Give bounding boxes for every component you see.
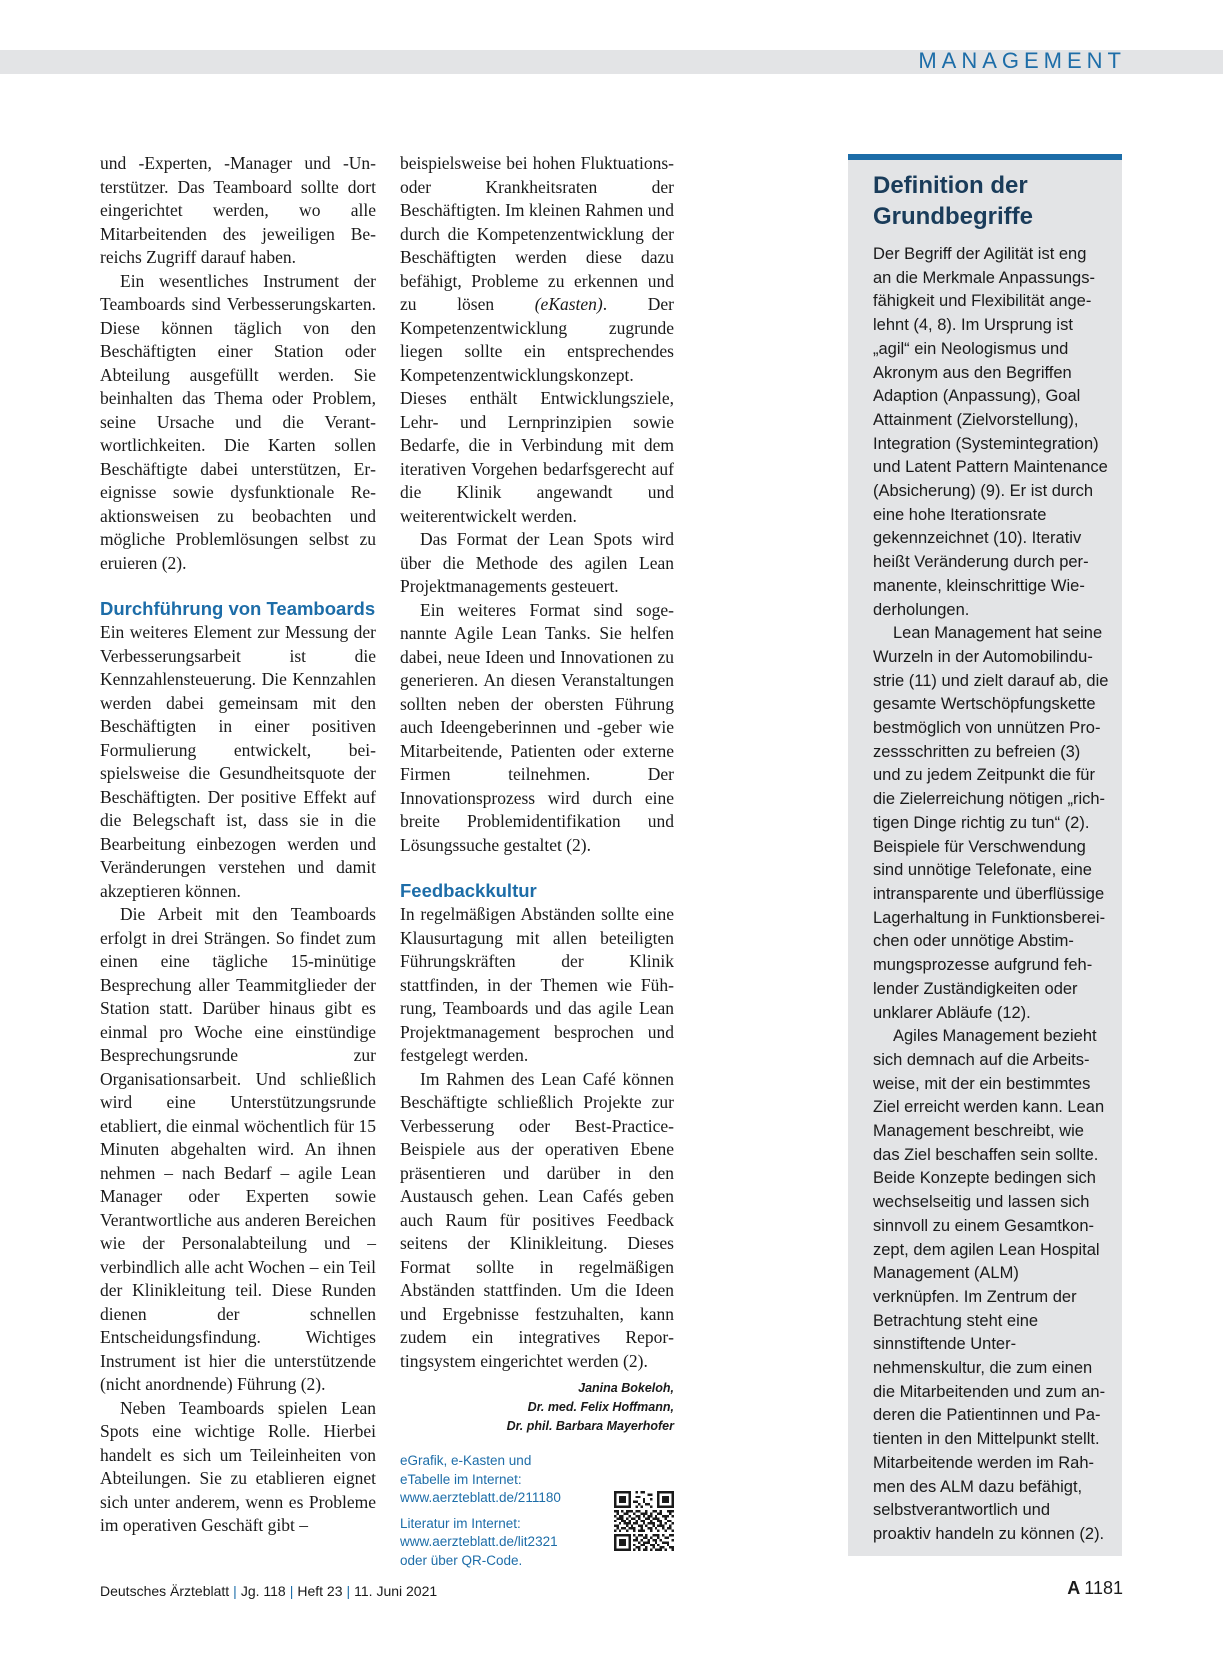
issue: Heft 23 [297,1583,343,1599]
paragraph: und -Experten, -Manager und -Unterstützer. Das Teamboard sollte dort eingerichtet werden, wo alle Mitarbeitenden des jeweiligen Bereichs Zugriff darauf haben. [100,153,376,267]
paragraph [400,152,674,528]
separator: | [289,1583,294,1599]
separator: | [346,1583,351,1599]
issue-date: 11. Juni 2021 [354,1583,438,1599]
paragraph: Der Begriff der Agilität ist eng an die Merkmale Anpassungsfähigkeit und Flexibilität angelehnt (4, 8). Im Ursprung ist „agil“ ein Neologismus und Akronym aus den Begriffen Adaption (Anpassung), Goal Attainment (Zielvorstellung), Integration (Systemintegration) und Latent Pattern Maintenance (Absicherung) (9). Er ist durch eine hohe Iterationsrate gekennzeichnet (10). Iterativ heißt Veränderung durch permanente, kleinschrittige Wiederholungen. [873,245,1108,619]
qr-note: oder über QR-Code. [400,1552,523,1568]
online-links [400,1452,578,1570]
volume: Jg. 118 [240,1583,286,1599]
journal-name: Deutsches Ärzteblatt [100,1583,230,1599]
paragraph: Agiles Management bezieht sich demnach auf die Arbeitsweise, mit der ein bestimmtes Ziel erreicht werden kann. Lean Management beschreibt, wie das Ziel beschaffen sein sollte. Beide Konzepte bedingen sich wechselseitig und lassen sich sinnvoll zu einem Gesamtkonzept, dem agilen Lean Hospital Management (ALM) verknüpfen. Im Zentrum der Betrachtung steht eine sinnstiftende Unternehmenskultur, die zum einen die Mitarbeitenden und zum anderen die Patientinnen und Patienten in den Mittelpunkt stellt. Mitarbeitende werden im Rahmen des ALM dazu befähigt, selbstverantwortlich und proaktiv handeln zu können (2). [873,1027,1106,1543]
paragraph-text: beispielsweise bei hohen Fluktuations- oder Krankheitsraten der Beschäftigten. Im kleinen Rahmen und durch die Kompetenzentwicklung der Beschäftigten werden diese dazu befähigt, Probleme zu erkennen und zu lösen [400,153,674,314]
paragraph: Das Format der Lean Spots wird über die Methode des agilen Lean Projektmanagements gesteuert. [400,529,674,596]
page-number [1067,1578,1123,1599]
definition-box-title: Definition der Grundbegriffe [873,172,1033,230]
column-1 [100,152,376,1538]
section-label: MANAGEMENT [918,48,1126,73]
ekasten-reference: (eKasten) [534,294,603,314]
author: Janina Bokeloh, [578,1381,674,1395]
paragraph: Neben Teamboards spielen Lean Spots eine wichtige Rolle. Hierbei handelt es sich um Teileinheiten von Abteilungen. Sie zu etablieren eignet sich unter anderem, wenn es Probleme im operativen Geschäft gibt – [100,1397,376,1535]
paragraph: In regelmäßigen Abständen sollte eine Klausurtagung mit allen beteiligten Führungskräften der Klinik stattfinden, in der Themen wie Führung, Teamboards und das agile Lean Projektmanagement besprochen und festgelegt werden. [400,904,674,1065]
paragraph: Ein weiteres Format sind sogenannte Agile Lean Tanks. Sie helfen dabei, neue Ideen und Innovationen zu generieren. An diesen Veranstaltungen sollten neben der obersten Führung auch Ideengeberinnen und -geber wie Mitarbeitende, Patienten oder externe Firmen teilnehmen. Der Innovationsprozess wird durch eine breite Problemidentifikation und Lösungssuche gestaltet (2). [400,599,674,855]
author: Dr. phil. Barbara Mayerhofer [506,1419,674,1433]
literatur-label: Literatur im Internet: [400,1515,521,1531]
separator: | [233,1583,237,1599]
paragraph: Ein weiteres Element zur Messung der Verbesserungsarbeit ist die Kennzahlensteuerung. Die Kennzahlen werden dabei gemeinsam mit den Beschäftigten in einer positiven Formulierung entwickelt, beispielsweise die Gesundheitsquote der Beschäftigten. Der positive Effekt auf die Belegschaft ist, dass sie in die Bearbeitung einbezogen werden und Veränderungen verstehen und damit akzeptieren können. [100,622,376,901]
egrafik-label: eGrafik, e-Kasten und eTabelle im Internet: [400,1453,532,1487]
author-list [400,1379,674,1436]
paragraph: Lean Management hat seine Wurzeln in der Automobilindustrie (11) und zielt darauf ab, die gesamte Wertschöpfungskette bestmöglich von unnützen Prozessschritten zu befreien (3) und zu jedem Zeitpunkt die für die Zielerreichung nötigen „richtigen Dinge richtig zu tun“ (2). Beispiele für Verschwendung sind unnötige Telefonate, eine intransparente und überflüssige Lagerhaltung in Funktionsbereichen oder unnötige Abstimmungsprozesse aufgrund fehlender Zuständigkeiten oder unklarer Abläufe (12). [873,624,1109,1022]
column-2 [400,152,674,1436]
page-prefix: A [1067,1578,1081,1598]
subheading: Durchführung von Teamboards [100,598,376,619]
egrafik-link[interactable]: www.aerzteblatt.de/211180 [400,1490,561,1505]
definition-box-text [873,243,1109,1547]
qr-code-icon[interactable] [614,1491,674,1551]
subheading: Feedbackkultur [400,880,537,901]
paragraph-text: . Der Kompetenzentwicklung zugrunde liegen sollte ein entsprechendes Kompetenzentwicklungskonzept. Dieses enthält Entwicklungsziele, Lehr- und Lernprinzipien sowie Bedarfe, die in Verbindung mit dem iterativen Vorgehen bedarfsgerecht auf die Klinik angewandt und weiterentwickelt werden. [400,294,674,526]
literatur-link[interactable]: www.aerzteblatt.de/lit2321 [400,1534,558,1549]
paragraph: Die Arbeit mit den Teamboards erfolgt in drei Strängen. So findet zum einen eine tägliche 15-minütige Besprechung aller Teammitglieder der Station statt. Darüber hinaus gibt es einmal pro Woche eine einstündige Besprechungsrunde zur Organisationsarbeit. Und schließlich wird eine Unterstützungsrunde etabliert, die einmal wöchentlich für 15 Minuten abgehalten wird. An ihnen nehmen – nach Bedarf – agile Lean Manager oder Experten sowie Verantwortliche aus anderen Bereichen wie der Personalabteilung und – verbindlich alle acht Wochen – ein Teil der Klinikleitung teil. Diese Runden dienen der schnellen Entscheidungsfindung. Wichtiges Instrument ist hier die unterstützende (nicht anordnende) Führung (2). [100,904,377,1394]
page-number-value: 1181 [1084,1578,1123,1598]
paragraph: Ein wesentliches Instrument der Teamboards sind Verbesserungskarten. Diese können täglich von den Beschäftigten einer Station oder Abteilung ausgefüllt werden. Sie beinhalten das Thema oder Problem, seine Ursache und die Verantwortlichkeiten. Die Karten sollen Beschäftigte dabei unterstützen, Ereignisse sowie dysfunktionale Reaktionsweisen zu beobachten und mögliche Problemlösungen selbst zu eruieren (2). [100,270,376,573]
footer-citation [100,1583,437,1599]
author: Dr. med. Felix Hoffmann, [527,1400,674,1414]
paragraph: Im Rahmen des Lean Café können Beschäftigte schließlich Projekte zur Verbesserung oder Best-Practice-Beispiele aus der operativen Ebene präsentieren und darüber in den Austausch gehen. Lean Cafés geben auch Raum für positives Feedback seitens der Klinikleitung. Dieses Format sollte in regelmäßigen Abständen stattfinden. Um die Ideen und Ergebnisse festzuhalten, kann zudem ein integratives Reportingsystem eingerichtet werden (2). [400,1068,674,1371]
